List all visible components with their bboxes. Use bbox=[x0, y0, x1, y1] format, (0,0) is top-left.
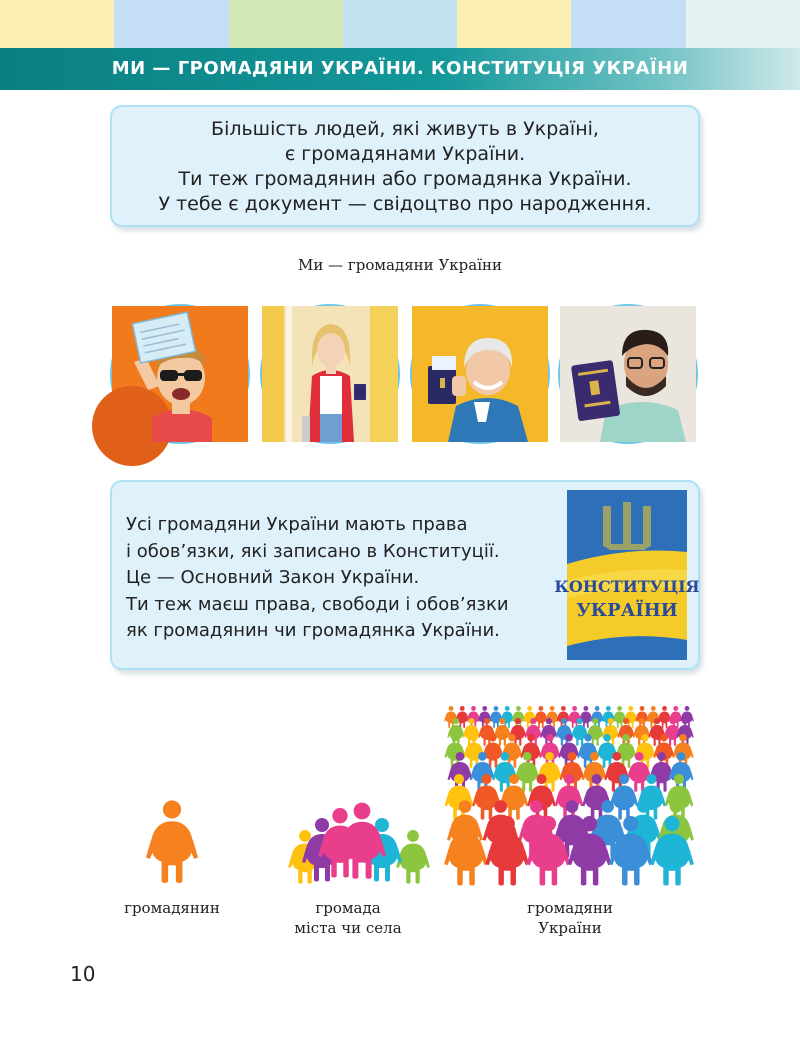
intro-line: Більшість людей, які живуть в Україні, bbox=[211, 118, 599, 140]
constitution-line: і обов’язки, які записано в Конституції. bbox=[126, 540, 500, 562]
stripe bbox=[114, 0, 228, 48]
community-label-line1: громада bbox=[315, 899, 381, 917]
person-figure-icon bbox=[602, 718, 620, 746]
woman-with-passport-photo bbox=[260, 304, 400, 444]
person-figure-icon bbox=[582, 774, 611, 820]
boy-with-birth-certificate-photo bbox=[110, 304, 250, 444]
intro-line: У тебе є документ — свідоцтво про народження. bbox=[158, 193, 652, 215]
constitution-box bbox=[110, 480, 700, 670]
person-figure-icon bbox=[586, 718, 604, 746]
photos-caption: Ми — громадяни України bbox=[297, 256, 502, 274]
community-label-line2: міста чи села bbox=[294, 919, 402, 937]
intro-line: є громадянами України. bbox=[284, 143, 526, 165]
stripe bbox=[229, 0, 343, 48]
intro-line: Ти теж громадянин або громадянка України. bbox=[178, 168, 632, 190]
person-figure-icon bbox=[512, 706, 526, 728]
citizen-label bbox=[100, 898, 244, 918]
chapter-header bbox=[0, 48, 800, 90]
person-figure-icon bbox=[665, 774, 694, 820]
crowd-figures-icon bbox=[444, 706, 694, 885]
page-number: 10 bbox=[70, 962, 96, 986]
constitution-line: як громадянин чи громадянка України. bbox=[126, 620, 500, 641]
person-figure-icon bbox=[467, 706, 481, 728]
man-with-passport-photo bbox=[558, 304, 698, 444]
chapter-title: МИ — ГРОМАДЯНИ УКРАЇНИ. КОНСТИТУЦІЯ УКРАЇНИ bbox=[111, 58, 689, 79]
person-figure-icon bbox=[545, 706, 559, 728]
person-figure-icon bbox=[579, 706, 593, 728]
person-figure-icon bbox=[635, 706, 649, 728]
person-figure-icon bbox=[658, 706, 672, 728]
book-title-line2: УКРАЇНИ bbox=[576, 600, 678, 621]
intro-box bbox=[110, 105, 700, 227]
stripe bbox=[686, 0, 800, 48]
citizens-label bbox=[490, 898, 650, 938]
person-figure-icon bbox=[613, 706, 627, 728]
person-figure-icon bbox=[509, 718, 527, 746]
person-figure-icon bbox=[676, 718, 694, 746]
constitution-text bbox=[126, 512, 509, 645]
person-figure-icon bbox=[489, 706, 503, 728]
person-figure-icon bbox=[396, 830, 430, 884]
person-figure-icon bbox=[646, 706, 660, 728]
constitution-line: Усі громадяни України мають права bbox=[126, 514, 468, 535]
person-figure-icon bbox=[680, 706, 694, 728]
people-figures bbox=[0, 690, 800, 900]
person-figure-icon bbox=[568, 706, 582, 728]
person-figure-icon bbox=[557, 706, 571, 728]
person-figure-icon bbox=[444, 816, 488, 885]
citizens-label-line1: громадяни bbox=[527, 899, 613, 917]
person-figure-icon bbox=[633, 718, 651, 746]
person-figure-icon bbox=[455, 706, 469, 728]
person-figure-icon bbox=[478, 706, 492, 728]
person-figure-icon bbox=[601, 706, 615, 728]
person-figure-icon bbox=[478, 718, 496, 746]
decorative-stripes bbox=[0, 0, 800, 48]
citizens-label-line2: України bbox=[538, 919, 602, 937]
person-figure-icon bbox=[500, 706, 514, 728]
community-label bbox=[266, 898, 430, 938]
citizen-label-text: громадянин bbox=[124, 899, 220, 917]
person-figure-icon bbox=[463, 718, 481, 746]
person-figure-icon bbox=[534, 706, 548, 728]
person-figure-icon bbox=[624, 706, 638, 728]
person-figure-icon bbox=[555, 774, 584, 820]
constitution-book-icon bbox=[554, 490, 700, 660]
person-figure-icon bbox=[590, 706, 604, 728]
book-title-line1: КОНСТИТУЦІЯ bbox=[554, 577, 700, 596]
stripe bbox=[457, 0, 571, 48]
person-figure-icon bbox=[445, 774, 474, 820]
person-figure-icon bbox=[556, 718, 574, 746]
elderly-woman-with-passport-photo bbox=[410, 304, 550, 444]
constitution-line: Це — Основний Закон України. bbox=[126, 567, 420, 588]
community-figures-icon bbox=[288, 803, 430, 884]
person-figure-icon bbox=[669, 706, 683, 728]
stripe bbox=[0, 0, 114, 48]
citizen-figure-icon bbox=[146, 800, 198, 883]
constitution-line: Ти теж маєш права, свободи і обов’язки bbox=[126, 593, 509, 615]
person-figure-icon bbox=[444, 706, 458, 728]
stripe bbox=[571, 0, 685, 48]
intro-text bbox=[112, 117, 698, 217]
stripe bbox=[343, 0, 457, 48]
person-figure-icon bbox=[523, 706, 537, 728]
